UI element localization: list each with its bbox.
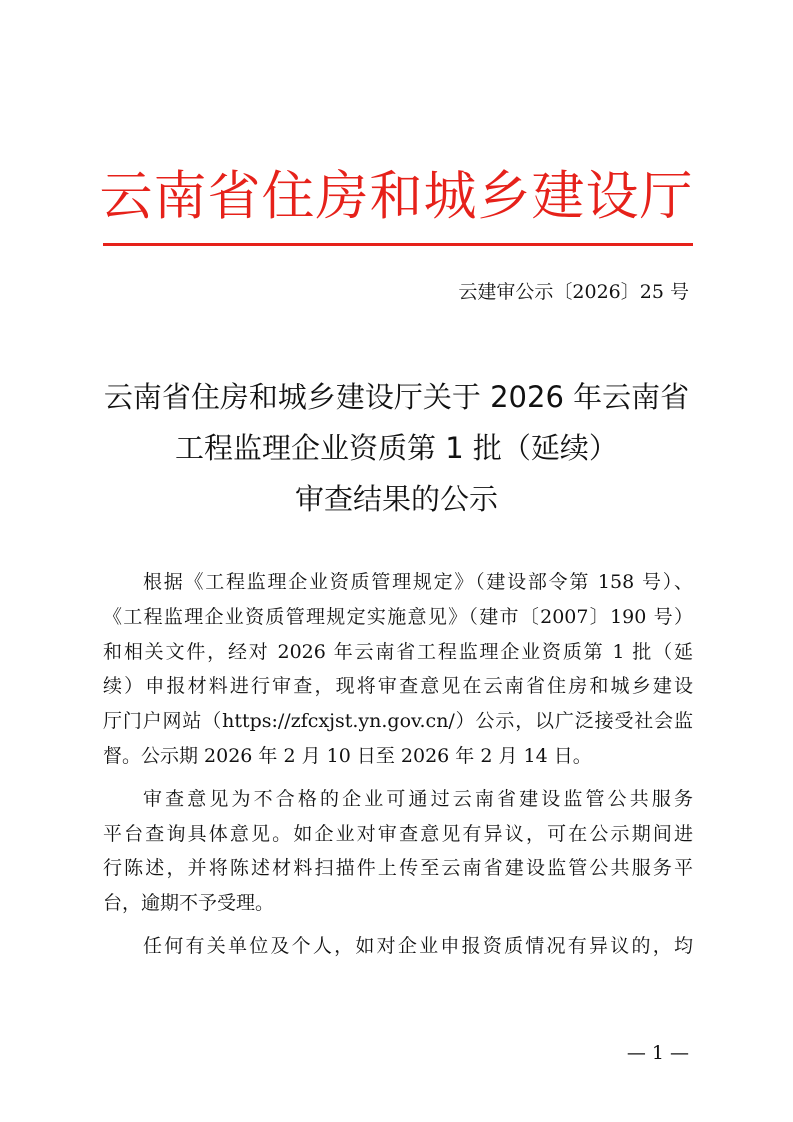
- body-line: 和相关文件，经对 2026 年云南省工程监理企业资质第 1 批（延: [103, 640, 693, 663]
- page-number: — 1 —: [626, 1042, 689, 1064]
- paragraph-objection-procedure: [103, 782, 693, 921]
- body-line: 《工程监理企业资质管理规定实施意见》（建市〔2007〕190 号）: [103, 605, 693, 628]
- document-title: [60, 372, 733, 525]
- title-line-3: 审查结果的公示: [294, 482, 498, 516]
- red-header-rule: [103, 243, 693, 246]
- title-line-2: 工程监理企业资质第 1 批（延续）: [175, 431, 618, 465]
- paragraph-legal-basis: [103, 565, 693, 774]
- body-line: 平台查询具体意见。如企业对审查意见有异议，可在公示期间进: [103, 822, 693, 845]
- body-line: 审查意见为不合格的企业可通过云南省建设监管公共服务: [143, 787, 693, 810]
- title-line-1: 云南省住房和城乡建设厅关于 2026 年云南省: [103, 380, 690, 414]
- body-line: 厅门户网站（https://zfcxjst.yn.gov.cn/）公示，以广泛接受社会监: [103, 710, 693, 733]
- body-line: 行陈述，并将陈述材料扫描件上传至云南省建设监管公共服务平: [103, 857, 693, 880]
- document-body: [103, 565, 693, 972]
- agency-header-title: 云南省住房和城乡建设厅: [99, 166, 694, 227]
- document-number: 云建审公示〔2026〕25 号: [458, 281, 689, 303]
- body-line: 台，逾期不予受理。: [103, 892, 275, 915]
- body-line: 任何有关单位及个人，如对企业申报资质情况有异议的，均: [143, 934, 693, 957]
- body-line: 督。公示期 2026 年 2 月 10 日至 2026 年 2 月 14 日。: [103, 744, 592, 767]
- body-line: 续）申报材料进行审查，现将审查意见在云南省住房和城乡建设: [103, 675, 693, 698]
- paragraph-public-supervision: [103, 929, 693, 964]
- body-line: 根据《工程监理企业资质管理规定》（建设部令第 158 号）、: [143, 571, 693, 593]
